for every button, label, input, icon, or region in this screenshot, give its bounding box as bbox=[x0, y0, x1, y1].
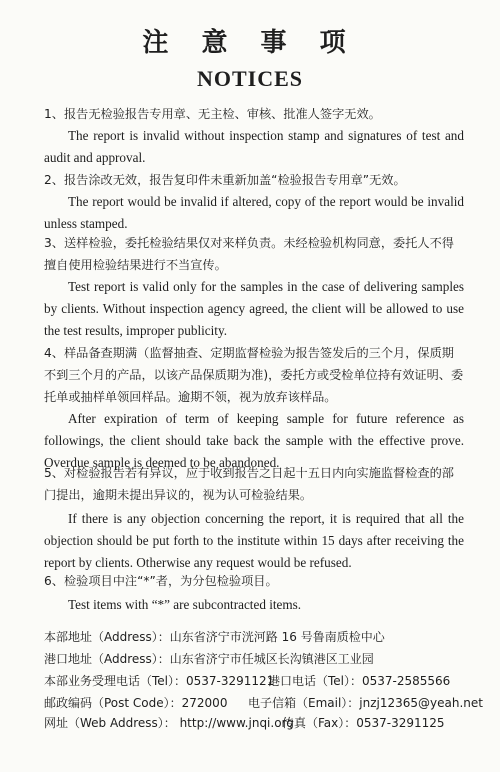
hq-tel: 本部业务受理电话（Tel）：0537-3291121 bbox=[44, 674, 275, 688]
notice-4-cn: 4、样品备查期满（监督抽查、定期监督检验为报告签发后的三个月，保质期不到三个月的产品，以该产品保质期为准)，委托方或受检单位持有效证明、委托单或抽样单领回样品。逾期不领，视为放弃该样品。 bbox=[44, 346, 464, 404]
hq-address: 本部地址（Address）：山东省济宁市洸河路 16 号鲁南质检中心 bbox=[44, 630, 385, 644]
fax: 传真（Fax）：0537-3291125 bbox=[282, 716, 445, 730]
web-address: 网址（Web Address）： http://www.jnqi.org bbox=[44, 716, 294, 730]
notice-6-cn: 6、检验项目中注“*”者，为分包检验项目。 bbox=[44, 574, 278, 588]
notice-3-en: Test report is valid only for the samples in the case of delivering samples by clients. Without inspection agency agreed, the client will be allowed to use the test results, improper publicity. bbox=[44, 279, 464, 338]
email: 电子信箱（Email）：jnzj12365@yeah.net bbox=[248, 696, 483, 710]
notice-3-cn: 3、送样检验，委托检验结果仅对来样负责。未经检验机构同意，委托人不得擅自使用检验结果进行不当宣传。 bbox=[44, 236, 454, 272]
notice-5-cn: 5、对检验报告若有异议，应于收到报告之日起十五日内向实施监督检查的部门提出，逾期未提出异议的，视为认可检验结果。 bbox=[44, 466, 454, 502]
title-chinese: 注 意 事 项 bbox=[142, 28, 358, 58]
notice-1-cn: 1、报告无检验报告专用章、无主检、审核、批准人签字无效。 bbox=[44, 107, 381, 121]
notice-6-en: Test items with “*” are subcontracted items. bbox=[68, 597, 302, 612]
port-tel: 港口电话（Tel）：0537-2585566 bbox=[268, 674, 451, 688]
post-code: 邮政编码（Post Code）：272000 bbox=[44, 696, 228, 710]
notice-4-en: After expiration of term of keeping sample for future reference as followings, the client should take back the sample with the effective prove. Overdue sample is deemed to be abandoned. bbox=[44, 411, 464, 470]
notice-2-cn: 2、报告涂改无效，报告复印件未重新加盖“检验报告专用章”无效。 bbox=[44, 173, 406, 187]
notice-2-en: The report would be invalid if altered, copy of the report would be invalid unless stamped. bbox=[44, 194, 464, 231]
port-address: 港口地址（Address）：山东省济宁市任城区长沟镇港区工业园 bbox=[44, 652, 374, 666]
notice-1-en: The report is invalid without inspection stamp and signatures of test and audit and approval. bbox=[44, 128, 464, 165]
notice-5-en: If there is any objection concerning the report, it is required that all the objection should be put forth to the institute within 15 days after receiving the report by clients. Otherwise any request would be refused. bbox=[44, 511, 464, 570]
title-english: NOTICES bbox=[196, 66, 304, 91]
